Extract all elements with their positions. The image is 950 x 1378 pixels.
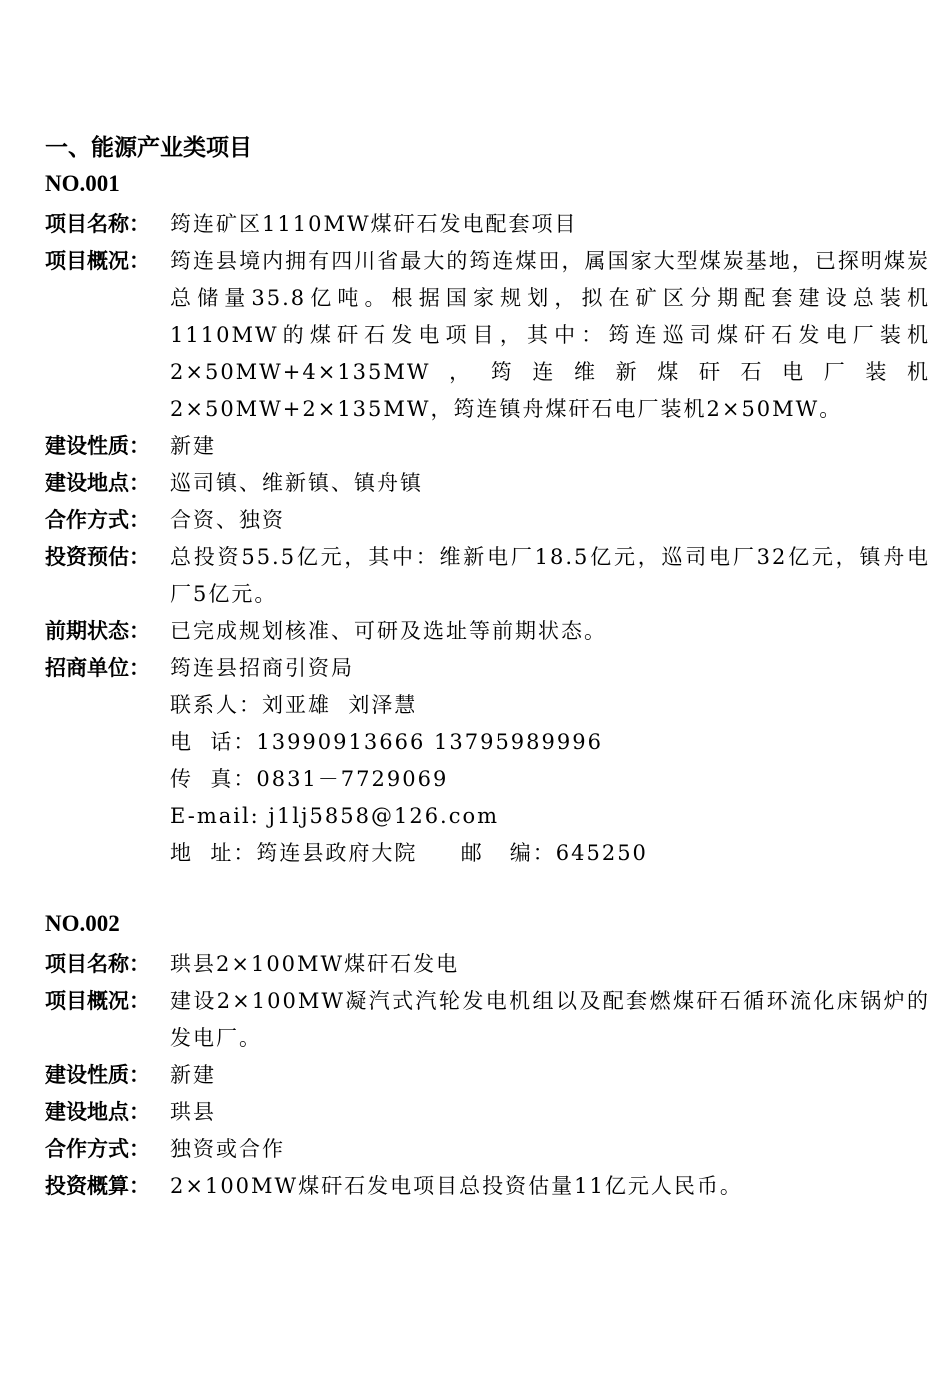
construction-location-row [45,465,930,502]
investment-unit-row [45,650,930,687]
investment-label: 投资概算： [45,1174,150,1198]
contact-phone: 电 话：13990913666 13795989996 [170,730,603,754]
project-number: NO.001 [45,171,120,196]
contact-email: E-mail: j1lj5858@126.com [170,804,500,828]
project-number: NO.002 [45,911,120,936]
cooperation-mode-value: 独资或合作 [170,1137,285,1161]
construction-location-value: 珙县 [170,1100,216,1124]
project-name-value: 珙县2×100MW煤矸石发电 [170,952,460,976]
investment-value: 2×100MW煤矸石发电项目总投资估量11亿元人民币。 [170,1174,743,1198]
construction-nature-row [45,1057,930,1094]
project-name-label: 项目名称： [45,952,150,976]
section-heading: 一、能源产业类项目 [45,135,252,161]
investment-row [45,1168,930,1205]
contact-person: 联系人：刘亚雄 刘泽慧 [170,693,418,717]
cooperation-mode-row [45,1131,930,1168]
construction-nature-row [45,428,930,465]
investment-unit-value: 筠连县招商引资局 [170,656,354,680]
project-overview-row [45,243,930,428]
investment-value: 总投资55.5亿元，其中：维新电厂18.5亿元，巡司电厂32亿元，镇舟电厂5亿元。 [170,545,930,606]
investment-label: 投资预估： [45,545,150,569]
contact-fax: 传 真：0831－7729069 [170,767,449,791]
construction-location-value: 巡司镇、维新镇、镇舟镇 [170,471,423,495]
construction-location-label: 建设地点： [45,471,150,495]
project-name-row [45,946,930,983]
project-overview-label: 项目概况： [45,249,150,273]
project-overview-value: 建设2×100MW凝汽式汽轮发电机组以及配套燃煤矸石循环流化床锅炉的发电厂。 [170,989,930,1050]
project-name-label: 项目名称： [45,212,150,236]
construction-nature-value: 新建 [170,1063,216,1087]
project-name-value: 筠连矿区1110MW煤矸石发电配套项目 [170,212,578,236]
section-spacer [45,872,930,906]
project-002 [45,906,930,1205]
construction-nature-label: 建设性质： [45,1063,150,1087]
cooperation-mode-label: 合作方式： [45,1137,150,1161]
construction-location-row [45,1094,930,1131]
project-overview-row [45,983,930,1057]
project-name-row [45,206,930,243]
construction-nature-value: 新建 [170,434,216,458]
cooperation-mode-value: 合资、独资 [170,508,285,532]
preliminary-status-label: 前期状态： [45,619,150,643]
cooperation-mode-label: 合作方式： [45,508,150,532]
construction-nature-label: 建设性质： [45,434,150,458]
preliminary-status-row [45,613,930,650]
contact-address: 地 址：筠连县政府大院 邮 编：645250 [170,841,648,865]
project-001 [45,166,930,872]
cooperation-mode-row [45,502,930,539]
preliminary-status-value: 已完成规划核准、可研及选址等前期状态。 [170,619,607,643]
project-overview-value: 筠连县境内拥有四川省最大的筠连煤田，属国家大型煤炭基地，已探明煤炭总储量35.8亿吨。根据国家规划，拟在矿区分期配套建设总装机1110MW的煤矸石发电项目，其中：筠连巡司煤矸石发电厂装机2×50MW+4×135MW，筠连维新煤矸石电厂装机2×50MW+2×135MW，筠连镇舟煤矸石电厂装机2×50MW。 [170,249,930,421]
investment-row [45,539,930,613]
project-overview-label: 项目概况： [45,989,150,1013]
investment-unit-label: 招商单位： [45,656,150,680]
construction-location-label: 建设地点： [45,1100,150,1124]
document-page [45,130,930,1205]
